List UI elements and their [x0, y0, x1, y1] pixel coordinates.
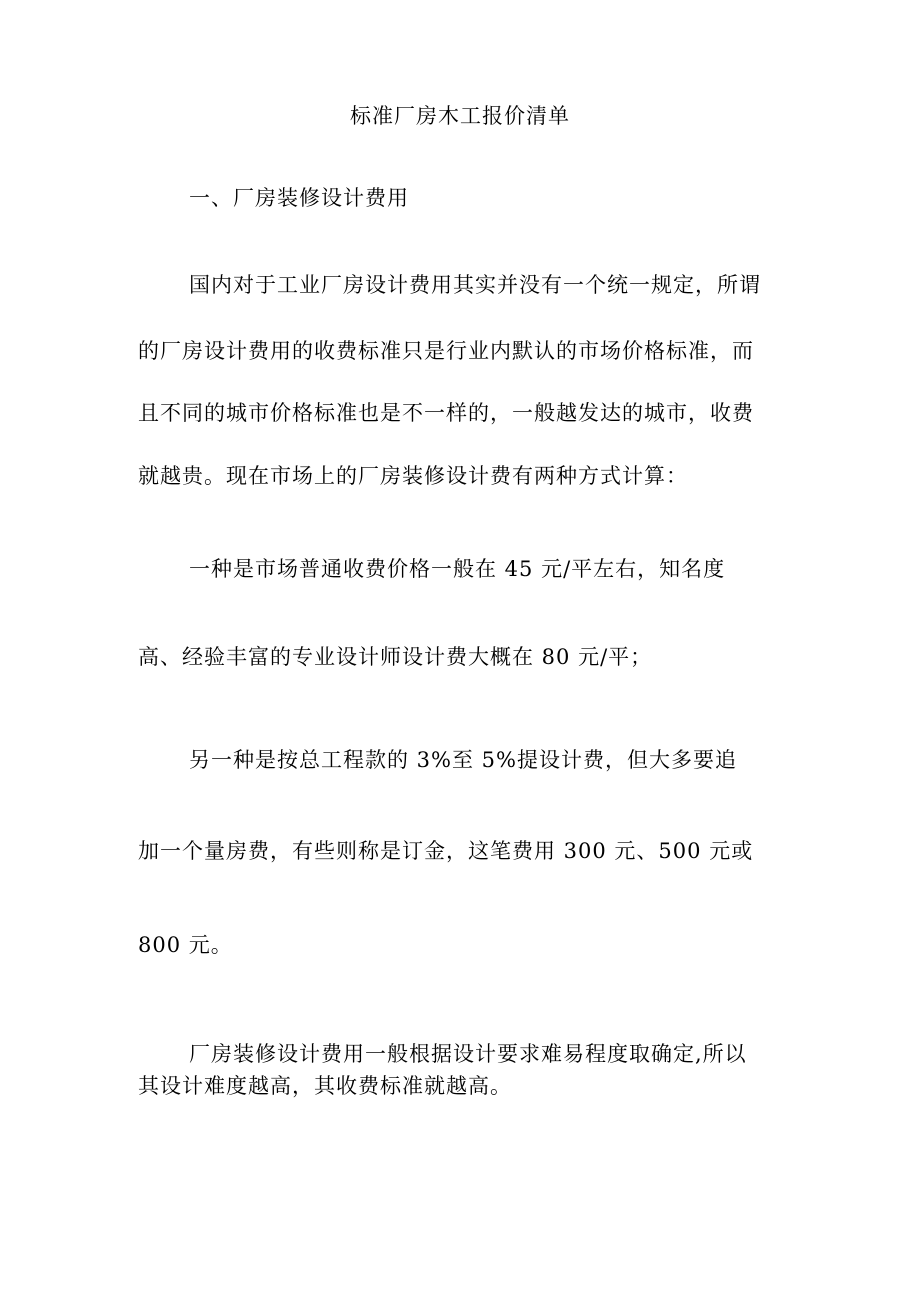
paragraph-1-line-1: 国内对于工业厂房设计费用其实并没有一个统一规定，所谓 — [189, 273, 761, 297]
paragraph-4-line-2: 其设计难度越高，其收费标准就越高。 — [138, 1074, 512, 1098]
paragraph-1-line-2: 的厂房设计费用的收费标准只是行业内默认的市场价格标准，而 — [138, 339, 754, 363]
section-heading: 一、厂房装修设计费用 — [189, 186, 409, 210]
paragraph-2-line-1: 一种是市场普通收费价格一般在 45 元/平左右，知名度 — [189, 557, 726, 581]
paragraph-4-line-1: 厂房装修设计费用一般根据设计要求难易程度取确定,所以 — [189, 1042, 747, 1066]
paragraph-3-line-1: 另一种是按总工程款的 3%至 5%提设计费，但大多要追 — [189, 748, 737, 772]
paragraph-1-line-4: 就越贵。现在市场上的厂房装修设计费有两种方式计算： — [138, 464, 688, 488]
document-title: 标准厂房木工报价清单 — [350, 104, 570, 128]
paragraph-3-line-2: 加一个量房费，有些则称是订金，这笔费用 300 元、500 元或 — [138, 839, 754, 863]
paragraph-2-line-2: 高、经验丰富的专业设计师设计费大概在 80 元/平； — [138, 645, 653, 669]
paragraph-3-line-3: 800 元。 — [138, 933, 233, 957]
paragraph-1-line-3: 且不同的城市价格标准也是不一样的，一般越发达的城市，收费 — [138, 401, 754, 425]
